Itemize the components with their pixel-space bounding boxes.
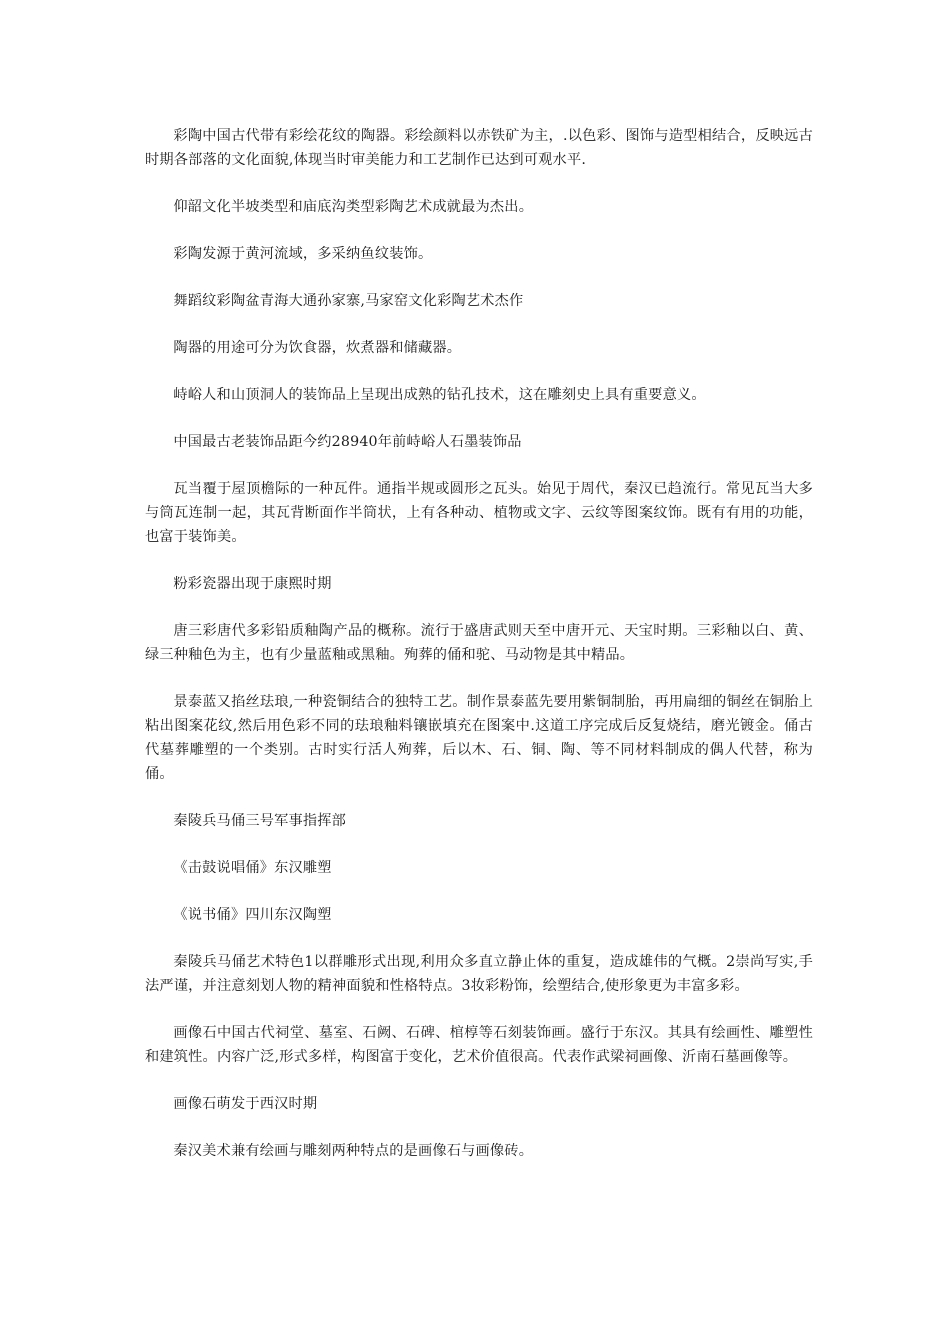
paragraph: 秦汉美术兼有绘画与雕刻两种特点的是画像石与画像砖。 <box>173 1143 534 1159</box>
paragraph: 峙峪人和山顶洞人的装饰品上呈现出成熟的钻孔技术，这在雕刻史上具有重要意义。 <box>173 387 706 403</box>
paragraph: 陶器的用途可分为饮食器，炊煮器和储藏器。 <box>173 340 462 356</box>
paragraph: 《击鼓说唱俑》东汉雕塑 <box>173 860 332 876</box>
paragraph: 画像石萌发于西汉时期 <box>173 1096 318 1112</box>
paragraph: 仰韶文化半坡类型和庙底沟类型彩陶艺术成就最为杰出。 <box>173 199 534 215</box>
paragraph: 粉彩瓷器出现于康熙时期 <box>173 576 332 592</box>
paragraph: 秦陵兵马俑三号军事指挥部 <box>173 813 347 829</box>
paragraph: 秦陵兵马俑艺术特色1以群雕形式出现,利用众多直立静止体的重复，造成雄伟的气概。2崇尚写实,手法严谨，并注意刻划人物的精神面貌和性格特点。3妆彩粉饰，绘塑结合,使形象更为丰富多彩。 <box>145 954 813 994</box>
paragraph: 唐三彩唐代多彩铅质釉陶产品的概称。流行于盛唐武则天至中唐开元、天宝时期。三彩釉以白、黄、绿三种釉色为主，也有少量蓝釉或黑釉。殉葬的俑和驼、马动物是其中精品。 <box>145 623 813 663</box>
paragraph: 瓦当覆于屋顶檐际的一种瓦件。通指半规或圆形之瓦头。始见于周代，秦汉已趋流行。常见瓦当大多与筒瓦连制一起，其瓦背断面作半筒状，上有各种动、植物或文字、云纹等图案纹饰。既有有用的功能，也富于装饰美。 <box>145 481 813 545</box>
document-body <box>145 124 813 1186</box>
paragraph: 画像石中国古代祠堂、墓室、石阙、石碑、棺椁等石刻装饰画。盛行于东汉。其具有绘画性、雕塑性和建筑性。内容广泛,形式多样，构图富于变化，艺术价值很高。代表作武梁祠画像、沂南石墓画像等。 <box>145 1025 813 1065</box>
paragraph: 《说书俑》四川东汉陶塑 <box>173 907 332 923</box>
paragraph: 中国最古老装饰品距今约28940年前峙峪人石墨装饰品 <box>173 434 522 450</box>
paragraph: 彩陶中国古代带有彩绘花纹的陶器。彩绘颜料以赤铁矿为主，.以色彩、图饰与造型相结合，反映远古时期各部落的文化面貌,体现当时审美能力和工艺制作已达到可观水平. <box>145 128 813 168</box>
paragraph: 舞蹈纹彩陶盆青海大通孙家寨,马家窑文化彩陶艺术杰作 <box>173 293 524 309</box>
paragraph: 彩陶发源于黄河流域，多采纳鱼纹装饰。 <box>173 246 433 262</box>
paragraph: 景泰蓝又掐丝珐琅,一种瓷铜结合的独特工艺。制作景泰蓝先要用紫铜制胎，再用扁细的铜丝在铜胎上粘出图案花纹,然后用色彩不同的珐琅釉料镶嵌填充在图案中.这道工序完成后反复烧结，磨光镀金。俑古代墓葬雕塑的一个类别。古时实行活人殉葬，后以木、石、铜、陶、等不同材料制成的偶人代替，称为俑。 <box>145 694 813 782</box>
